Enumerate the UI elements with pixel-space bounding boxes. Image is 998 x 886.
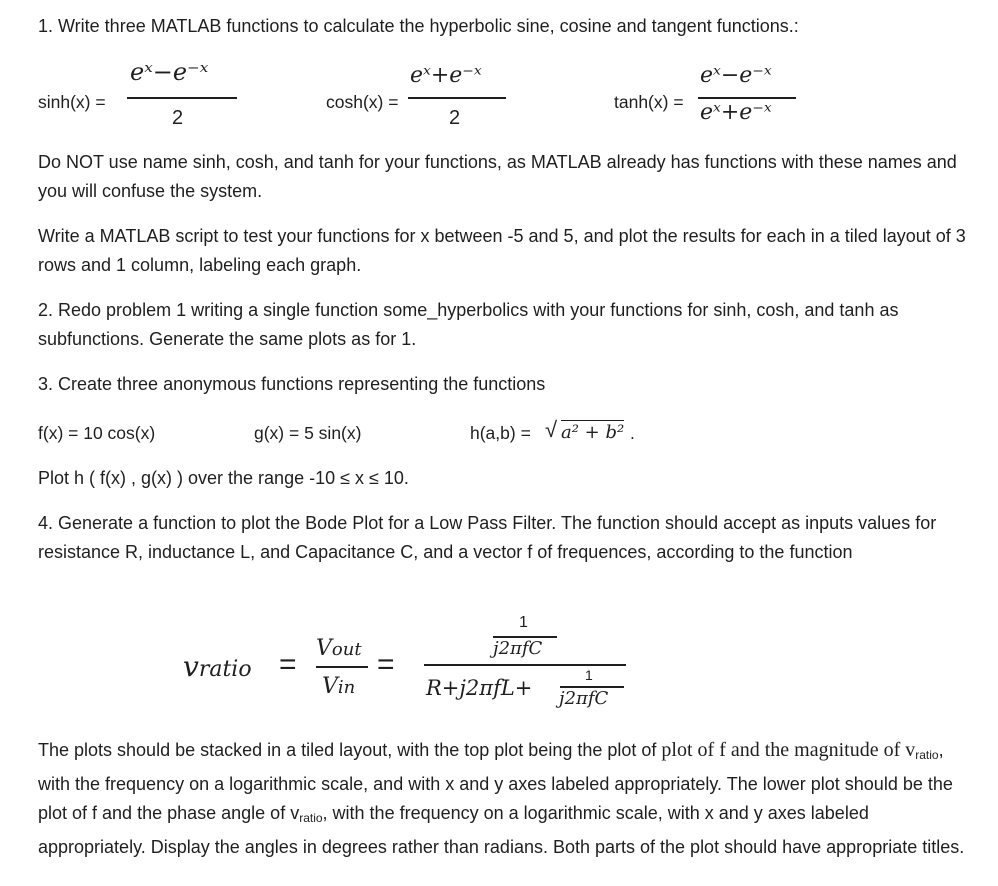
- tanh-fraction-bar: [698, 97, 796, 99]
- vout-vin-bar: [316, 666, 368, 668]
- plots-text-end: , with the frequency on a logarithmic scale, with x and y axes labeled appropriately. Display the angles in degrees rather than radians. Both parts of the plot should have appropriate titles.: [38, 803, 965, 857]
- vout: [316, 636, 362, 661]
- plots-text-serif: plot of f and the magnitude of v: [661, 739, 916, 761]
- equals-2: =: [377, 648, 395, 681]
- problem-3-intro: 3. Create three anonymous functions representing the functions: [38, 374, 546, 394]
- problem-1-script: Write a MATLAB script to test your functions for x between -5 and 5, and plot the results for each in a tiled layout of 3 rows and 1 column, labeling each graph.: [38, 226, 966, 275]
- one-top: 1: [519, 614, 528, 631]
- vin-v: V: [322, 674, 338, 699]
- denominator-main: R+j2πfL+: [426, 676, 533, 700]
- sqrt-icon: √: [545, 417, 558, 442]
- problem-2: 2. Redo problem 1 writing a single function some_hyperbolics with your functions for sinh, cosh, and tanh as subfunctions. Generate the same plots as for 1.: [38, 300, 899, 349]
- cosh-label: cosh(x) =: [326, 92, 399, 112]
- vin: [322, 674, 355, 699]
- function-h-expression: a² + b²: [561, 422, 625, 443]
- plots-text-a: The plots should be stacked in a tiled layout, with the top plot being the plot of: [38, 740, 657, 760]
- cosh-fraction-bar: [408, 97, 506, 99]
- tanh-label: tanh(x) =: [614, 92, 684, 112]
- ratio-subscript-1: ratio: [915, 748, 939, 762]
- plots-text-b: , with the frequency on a logarithmic scale, and with x and y axes labeled appropriately. The lower plot should be the plot of f and the phase angle of v: [38, 740, 953, 823]
- function-g: g(x) = 5 sin(x): [254, 423, 362, 443]
- v-ratio: [183, 650, 252, 683]
- problem-4-intro: 4. Generate a function to plot the Bode Plot for a Low Pass Filter. The function should accept as inputs values for resistance R, inductance L, and Capacitance C, and a vector f of frequences, according to the function: [38, 513, 937, 562]
- problem-1-intro: 1. Write three MATLAB functions to calculate the hyperbolic sine, cosine and tangent functions.:: [38, 16, 799, 36]
- j2pifc-top: j2πfC: [493, 638, 543, 659]
- function-h-label: h(a,b) =: [470, 423, 531, 443]
- cosh-numerator: eˣ+e⁻ˣ: [410, 63, 482, 88]
- function-h-period: .: [630, 423, 635, 443]
- sinh-fraction-bar: [127, 97, 237, 99]
- ratio-subscript: ratio: [198, 657, 252, 682]
- j2pifc-bottom: j2πfC: [559, 688, 609, 709]
- cosh-denominator: 2: [449, 107, 461, 129]
- problem-1-note: Do NOT use name sinh, cosh, and tanh for your functions, as MATLAB already has functions with these names and you will confuse the system.: [38, 152, 957, 201]
- one-small: 1: [585, 667, 593, 683]
- tanh-numerator: eˣ−e⁻ˣ: [700, 63, 772, 88]
- equals-1: =: [279, 648, 297, 681]
- vout-subscript: out: [331, 639, 362, 660]
- v-symbol: v: [183, 650, 199, 683]
- sinh-denominator: 2: [172, 107, 184, 129]
- vout-v: V: [316, 636, 332, 661]
- problem-4-plots: [38, 736, 978, 862]
- ratio-subscript-2: ratio: [299, 811, 323, 825]
- function-f: f(x) = 10 cos(x): [38, 423, 156, 443]
- sinh-label: sinh(x) =: [38, 92, 106, 112]
- problem-3-plot: Plot h ( f(x) , g(x) ) over the range -10 ≤ x ≤ 10.: [38, 468, 409, 488]
- sinh-numerator: eˣ−e⁻ˣ: [130, 58, 209, 86]
- tanh-denominator: eˣ+e⁻ˣ: [700, 100, 772, 125]
- vin-subscript: in: [337, 677, 356, 698]
- main-fraction-bar: [424, 664, 626, 666]
